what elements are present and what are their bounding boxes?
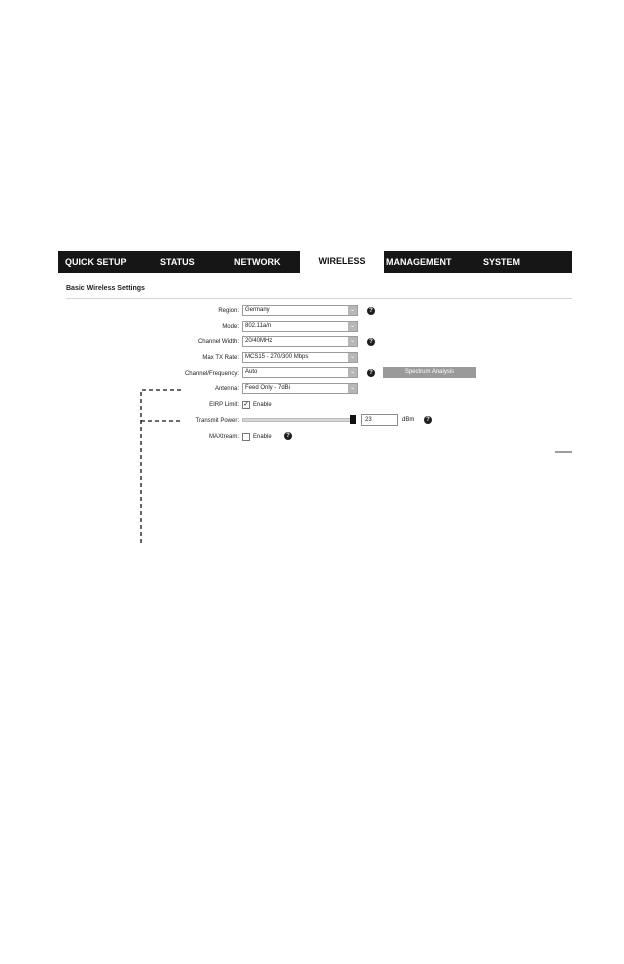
- tab-wireless[interactable]: WIRELESS: [300, 249, 384, 273]
- check-icon: ✓: [243, 401, 249, 408]
- chevron-down-icon[interactable]: ⌄: [349, 323, 356, 329]
- tab-quick-setup[interactable]: QUICK SETUP: [65, 257, 127, 267]
- chevron-down-icon[interactable]: ⌄: [349, 354, 356, 360]
- region-value: Germany: [245, 307, 270, 313]
- mode-label: Mode:: [222, 324, 239, 330]
- chevron-down-icon[interactable]: ⌄: [349, 369, 356, 375]
- tab-management[interactable]: MANAGEMENT: [386, 257, 452, 267]
- chevron-down-icon[interactable]: ⌄: [349, 385, 356, 391]
- channel-width-label: Channel Width:: [197, 339, 239, 345]
- transmit-power-label: Transmit Power:: [195, 418, 239, 424]
- mode-value: 802.11a/n: [245, 323, 272, 329]
- eirp-limit-enable-label: Enable: [253, 402, 272, 408]
- help-icon[interactable]: ?: [367, 369, 375, 377]
- help-icon[interactable]: ?: [284, 432, 292, 440]
- eirp-limit-label: EIRP Limit:: [209, 402, 239, 408]
- tab-system[interactable]: SYSTEM: [483, 257, 521, 267]
- tab-network[interactable]: NETWORK: [234, 257, 281, 267]
- section-title: Basic Wireless Settings: [66, 285, 145, 292]
- region-label: Region:: [218, 308, 239, 314]
- antenna-label: Antenna:: [214, 386, 239, 392]
- help-icon[interactable]: ?: [367, 338, 375, 346]
- max-tx-rate-value: MCS15 - 270/300 Mbps: [245, 354, 309, 360]
- chevron-down-icon[interactable]: ⌄: [349, 307, 356, 313]
- spectrum-analysis-button[interactable]: Spectrum Analysis: [383, 367, 476, 378]
- antenna-value: Feed Only - 7dBi: [245, 385, 291, 391]
- help-icon[interactable]: ?: [367, 307, 375, 315]
- channel-frequency-value: Auto: [245, 369, 258, 375]
- maxtream-enable-label: Enable: [253, 434, 272, 440]
- transmit-power-input[interactable]: 23: [361, 414, 398, 426]
- channel-width-value: 20/40MHz: [245, 338, 273, 344]
- tab-status[interactable]: STATUS: [160, 257, 195, 267]
- help-icon[interactable]: ?: [424, 416, 432, 424]
- chevron-down-icon[interactable]: ⌄: [349, 338, 356, 344]
- maxtream-label: MAXtream:: [208, 434, 239, 440]
- max-tx-rate-label: Max TX Rate:: [202, 355, 239, 361]
- transmit-power-unit: dBm: [402, 417, 415, 423]
- channel-frequency-label: Channel/Frequency:: [184, 371, 239, 377]
